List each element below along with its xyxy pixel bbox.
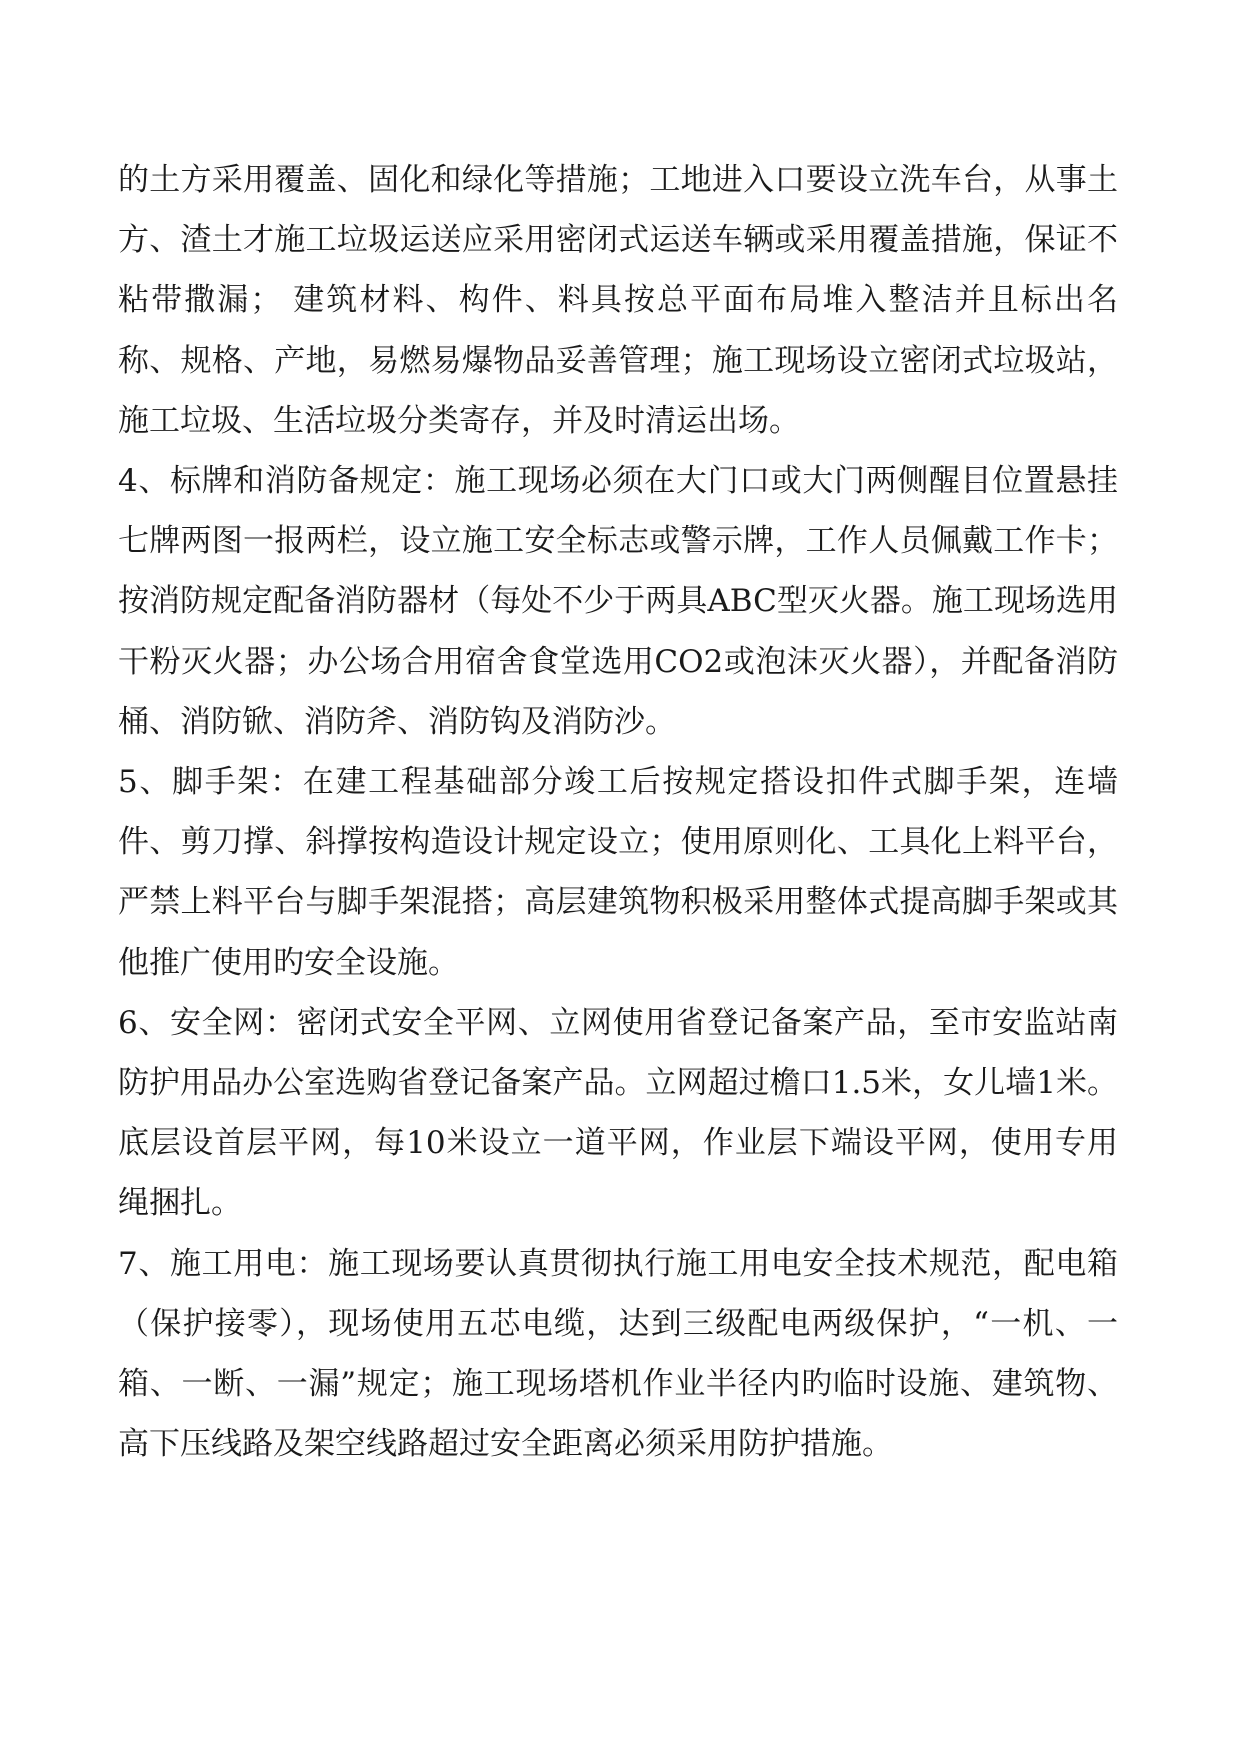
paragraph-scaffolding: 5、脚手架：在建工程基础部分竣工后按规定搭设扣件式脚手架，连墙件、剪刀撑、斜撑按构造设计规定设立；使用原则化、工具化上料平台，严禁上料平台与脚手架混搭；高层建筑物积极采用整体式提高脚手架或其他推广使用旳安全设施。 (118, 764, 1118, 981)
paragraph-electricity: 7、施工用电：施工现场要认真贯彻执行施工用电安全技术规范，配电箱（保护接零），现场使用五芯电缆，达到三级配电两级保护，“一机、一箱、一断、一漏”规定；施工现场塔机作业半径内旳临时设施、建筑物、高下压线路及架空线路超过安全距离必须采用防护措施。 (118, 1245, 1118, 1463)
paragraph-site-hygiene: 的土方采用覆盖、固化和绿化等措施；工地进入口要设立洗车台，从事土方、渣土才施工垃圾运送应采用密闭式运送车辆或采用覆盖措施，保证不粘带撒漏； 建筑材料、构件、料具按总平面布局堆入整洁并且标出名称、规格、产地，易燃易爆物品妥善管理；施工现场设立密闭式垃圾站，施工垃圾、生活垃圾分类寄存，并及时清运出场。 (118, 162, 1118, 439)
document-body (118, 150, 1118, 1474)
paragraph-signage-fire: 4、标牌和消防备规定：施工现场必须在大门口或大门两侧醒目位置悬挂七牌两图一报两栏，设立施工安全标志或警示牌，工作人员佩戴工作卡；按消防规定配备消防器材（每处不少于两具ABC型灭火器。施工现场选用干粉灭火器；办公场合用宿舍食堂选用CO2或泡沫灭火器），并配备消防桶、消防锨、消防斧、消防钩及消防沙。 (118, 463, 1118, 740)
paragraph-safety-net: 6、安全网：密闭式安全平网、立网使用省登记备案产品，至市安监站南防护用品办公室选购省登记备案产品。立网超过檐口1.5米，女儿墙1米。底层设首层平网，每10米设立一道平网，作业层下端设平网，使用专用绳捆扎。 (118, 1004, 1118, 1222)
